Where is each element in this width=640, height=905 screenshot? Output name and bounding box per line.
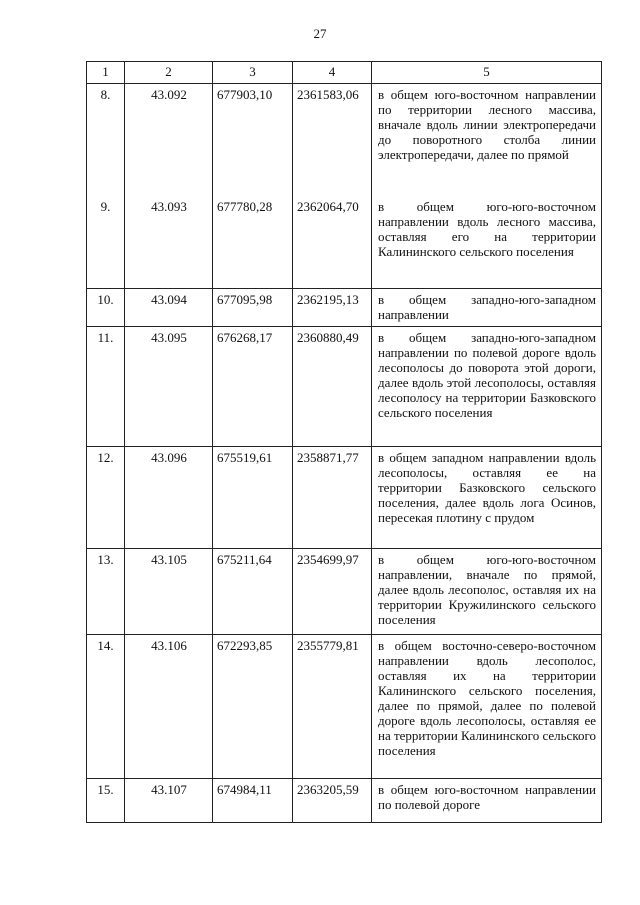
table-row	[87, 779, 602, 823]
coord-x: 677095,98	[213, 289, 293, 327]
row-number: 10.	[87, 289, 125, 327]
point-code: 43.092	[125, 84, 213, 196]
point-code: 43.096	[125, 447, 213, 549]
table-row	[87, 289, 602, 327]
table-row	[87, 84, 602, 196]
header-cell-3: 3	[213, 62, 293, 84]
table-row	[87, 196, 602, 289]
coord-x: 677780,28	[213, 196, 293, 289]
row-number: 11.	[87, 327, 125, 447]
page-number: 27	[313, 26, 327, 41]
coord-x: 675211,64	[213, 549, 293, 635]
coord-x: 676268,17	[213, 327, 293, 447]
coord-y: 2354699,97	[293, 549, 372, 635]
coord-y: 2362064,70	[293, 196, 372, 289]
row-number: 9.	[87, 196, 125, 289]
direction-description: в общем восточно-северо-восточном направлении вдоль лесополос, оставляя их на территории Калининского сельского поселения, далее по прямой, далее по полевой дороге вдоль лесополосы, оставляя ее на территории Калининского сельского поселения	[372, 635, 602, 779]
coord-x: 675519,61	[213, 447, 293, 549]
direction-description: в общем юго-восточном направлении по территории лесного массива, вначале вдоль линии электропередачи до поворотного столба линии электропередачи, далее по прямой	[372, 84, 602, 196]
coord-y: 2363205,59	[293, 779, 372, 823]
direction-description: в общем юго-восточном направлении по полевой дороге	[372, 779, 602, 823]
direction-description: в общем западно-юго-западном направлении	[372, 289, 602, 327]
boundary-points-table	[86, 61, 602, 823]
table-row	[87, 447, 602, 549]
point-code: 43.095	[125, 327, 213, 447]
header-cell-1: 1	[87, 62, 125, 84]
row-number: 8.	[87, 84, 125, 196]
row-number: 14.	[87, 635, 125, 779]
header-cell-4: 4	[293, 62, 372, 84]
point-code: 43.106	[125, 635, 213, 779]
table-row	[87, 549, 602, 635]
header-cell-2: 2	[125, 62, 213, 84]
point-code: 43.105	[125, 549, 213, 635]
header-cell-5: 5	[372, 62, 602, 84]
coord-y: 2360880,49	[293, 327, 372, 447]
direction-description: в общем юго-юго-восточном направлении вдоль лесного массива, оставляя его на территории Калининского сельского поселения	[372, 196, 602, 289]
row-number: 13.	[87, 549, 125, 635]
coord-x: 677903,10	[213, 84, 293, 196]
point-code: 43.093	[125, 196, 213, 289]
coord-y: 2355779,81	[293, 635, 372, 779]
row-number: 12.	[87, 447, 125, 549]
coord-y: 2361583,06	[293, 84, 372, 196]
row-number: 15.	[87, 779, 125, 823]
point-code: 43.107	[125, 779, 213, 823]
direction-description: в общем юго-юго-восточном направлении, вначале по прямой, далее вдоль лесополос, оставляя их на территории Кружилинского сельского поселения	[372, 549, 602, 635]
table-header-row	[87, 62, 602, 84]
coord-x: 672293,85	[213, 635, 293, 779]
point-code: 43.094	[125, 289, 213, 327]
direction-description: в общем западно-юго-западном направлении по полевой дороге вдоль лесополосы до поворота этой дороги, далее вдоль этой лесополосы, оставляя лесополосу на территории Базковского сельского поселения	[372, 327, 602, 447]
coord-x: 674984,11	[213, 779, 293, 823]
coord-y: 2358871,77	[293, 447, 372, 549]
table-row	[87, 635, 602, 779]
coord-y: 2362195,13	[293, 289, 372, 327]
direction-description: в общем западном направлении вдоль лесополосы, оставляя ее на территории Базковского сельского поселения, далее вдоль лога Осинов, пересекая плотину с прудом	[372, 447, 602, 549]
table-row	[87, 327, 602, 447]
